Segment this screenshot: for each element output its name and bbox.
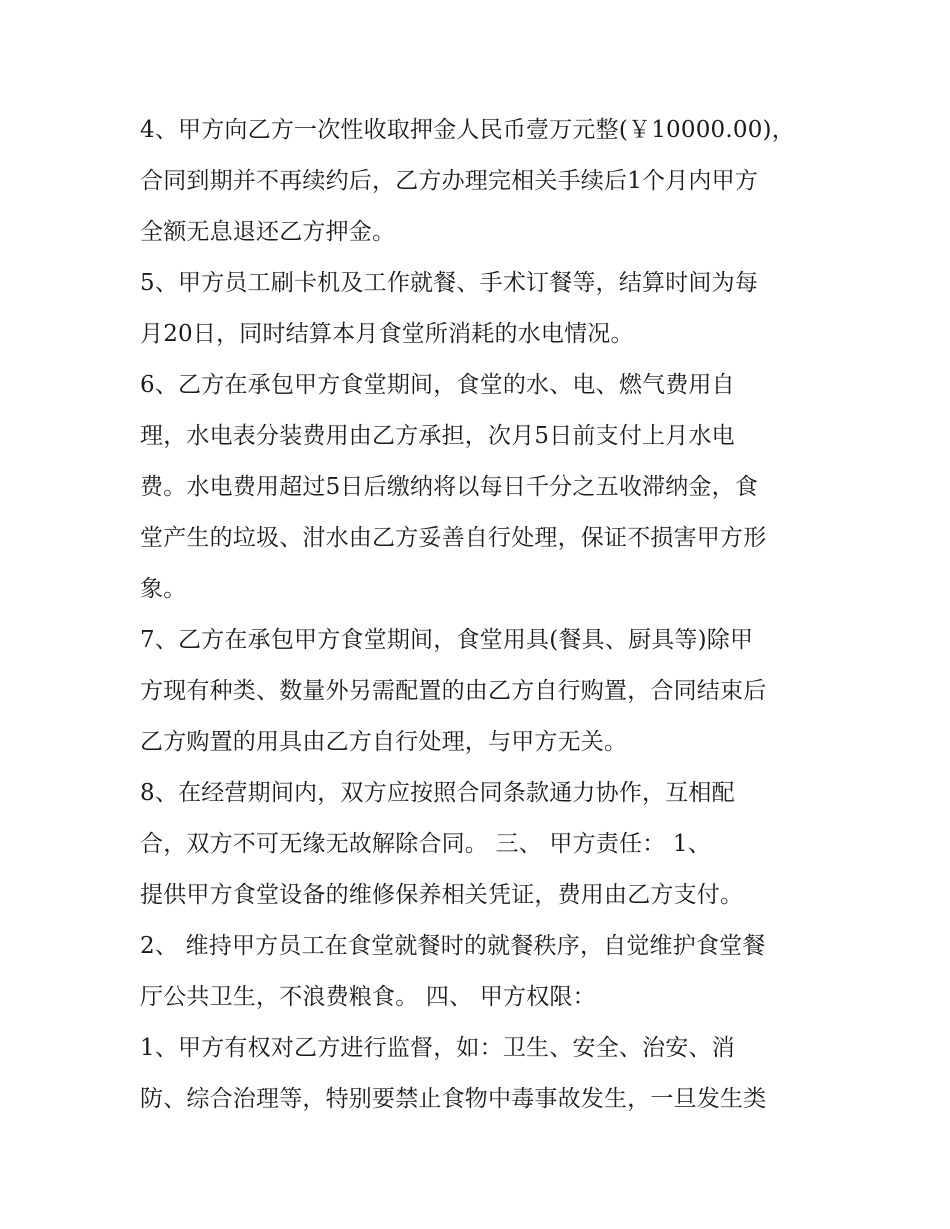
text-line: 6、乙方在承包甲方食堂期间，食堂的水、电、燃气费用自 — [140, 372, 735, 398]
text-line: 堂产生的垃圾、泔水由乙方妥善自行处理，保证不损害甲方形 — [140, 525, 767, 551]
text-line: 厅公共卫生，不浪费粮食。 四、 甲方权限： — [140, 984, 596, 1010]
text-line: 提供甲方食堂设备的维修保养相关凭证，费用由乙方支付。 — [140, 882, 744, 908]
text-line: 5、甲方员工刷卡机及工作就餐、手术订餐等，结算时间为每 — [140, 270, 759, 296]
text-line: 2、 维持甲方员工在食堂就餐时的就餐秩序，自觉维护食堂餐 — [140, 933, 766, 959]
text-line: 防、综合治理等，特别要禁止食物中毒事故发生，一旦发生类 — [140, 1086, 767, 1112]
text-line: 合同到期并不再续约后，乙方办理完相关手续后1个月内甲方 — [140, 168, 759, 194]
text-line: 1、甲方有权对乙方进行监督，如：卫生、安全、治安、消 — [140, 1035, 735, 1061]
text-line: 7、乙方在承包甲方食堂期间，食堂用具(餐具、厨具等)除甲 — [140, 627, 754, 653]
contract-text — [140, 105, 820, 1125]
text-line: 8、在经营期间内，双方应按照合同条款通力协作，互相配 — [140, 780, 735, 806]
text-line: 全额无息退还乙方押金。 — [140, 219, 396, 245]
text-line: 象。 — [140, 576, 187, 602]
text-line: 月20日，同时结算本月食堂所消耗的水电情况。 — [140, 321, 634, 347]
text-line: 乙方购置的用具由乙方自行处理，与甲方无关。 — [140, 729, 628, 755]
text-line: 4、甲方向乙方一次性收取押金人民币壹万元整(￥10000.00)， — [140, 117, 795, 143]
text-line: 理，水电表分装费用由乙方承担，次月5日前支付上月水电 — [140, 423, 735, 449]
text-line: 合，双方不可无缘无故解除合同。 三、 甲方责任： 1、 — [140, 831, 711, 857]
text-line: 费。水电费用超过5日后缴纳将以每日千分之五收滞纳金，食 — [140, 474, 759, 500]
text-line: 方现有种类、数量外另需配置的由乙方自行购置，合同结束后 — [140, 678, 767, 704]
